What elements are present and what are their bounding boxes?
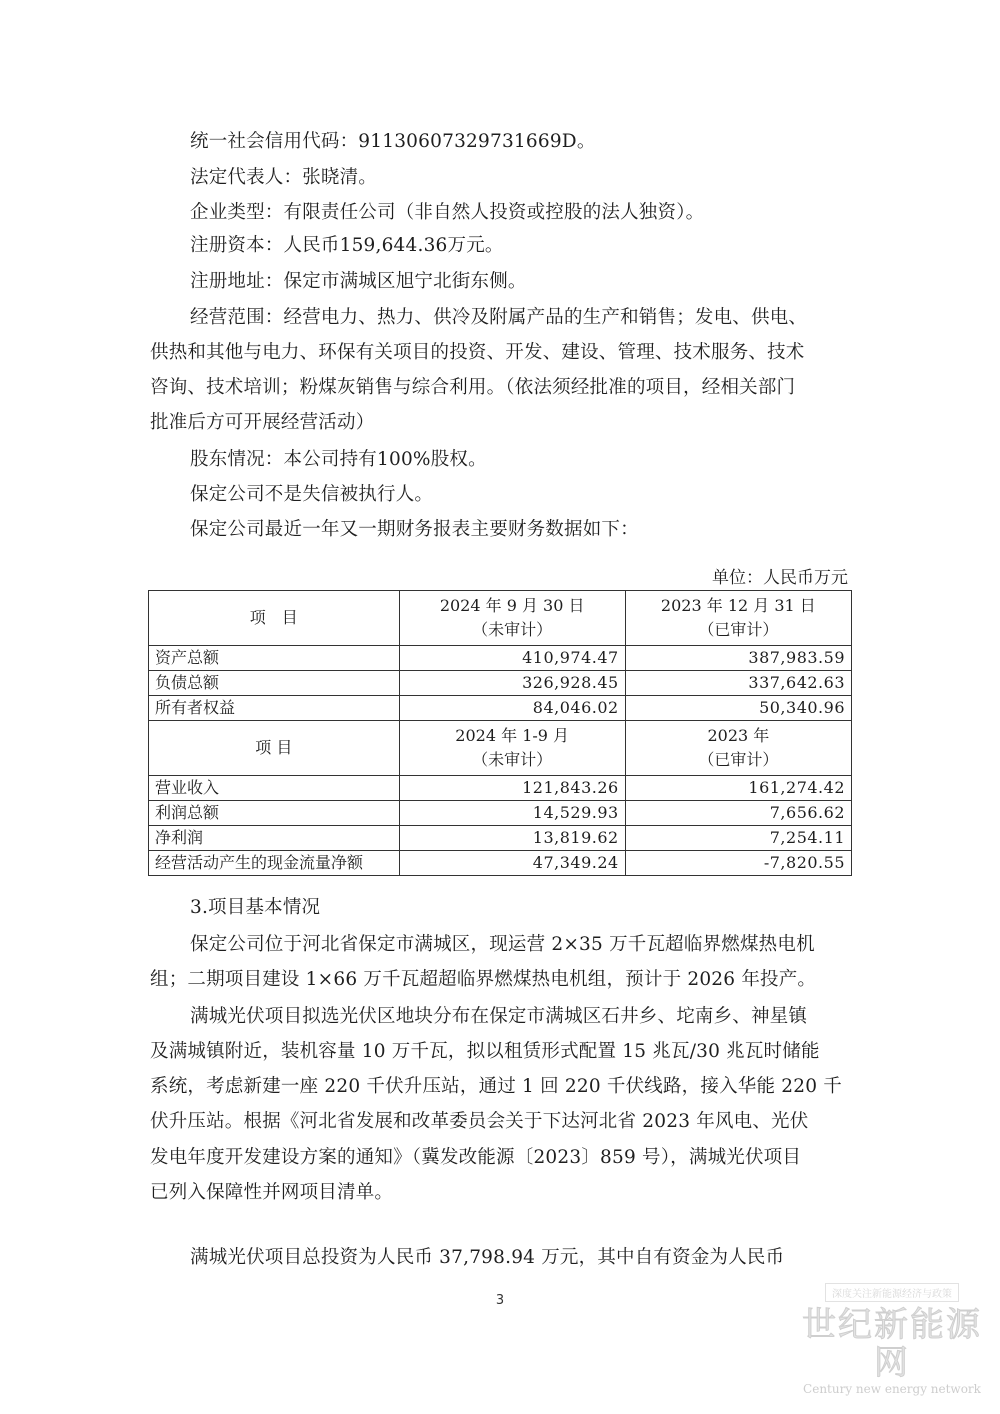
page-number: 3	[495, 1293, 505, 1308]
table-row	[149, 646, 852, 671]
watermark-english: Century new energy network	[803, 1382, 981, 1396]
watermark-tagline: 深度关注新能源经济与政策	[825, 1283, 959, 1302]
row-value: 337,642.63	[625, 671, 851, 696]
paragraph-line: 满城光伏项目拟选光伏区地块分布在保定市满城区石井乡、坨南乡、神星镇	[190, 1006, 808, 1027]
paragraph-line: 组；二期项目建设 1×66 万千瓦超超临界燃煤热电机组，预计于 2026 年投产。	[150, 969, 817, 990]
registered-address: 注册地址：保定市满城区旭宁北街东侧。	[190, 271, 527, 292]
table-row	[149, 851, 852, 876]
header-period1-audit: （未审计）	[472, 620, 553, 639]
header-period2-date: 2023 年	[707, 726, 770, 745]
paragraph-line: 满城光伏项目总投资为人民币 37,798.94 万元，其中自有资金为人民币	[190, 1247, 785, 1268]
header-period2	[625, 721, 851, 776]
business-scope-line: 供热和其他与电力、环保有关项目的投资、开发、建设、管理、技术服务、技术	[150, 342, 805, 363]
financial-table	[148, 590, 852, 876]
row-label: 营业收入	[149, 776, 400, 801]
row-value: 47,349.24	[399, 851, 625, 876]
row-value: 84,046.02	[399, 696, 625, 721]
row-value: 326,928.45	[399, 671, 625, 696]
business-scope-line: 咨询、技术培训；粉煤灰销售与综合利用。（依法须经批准的项目，经相关部门	[150, 377, 796, 398]
financial-intro: 保定公司最近一年又一期财务报表主要财务数据如下：	[190, 519, 639, 540]
paragraph-line: 系统，考虑新建一座 220 千伏升压站，通过 1 回 220 千伏线路，接入华能 220 千	[150, 1076, 842, 1097]
row-value: 410,974.47	[399, 646, 625, 671]
table-row	[149, 776, 852, 801]
watermark-logo	[792, 1282, 992, 1396]
table-header-row	[149, 591, 852, 646]
header-item	[149, 591, 400, 646]
header-item-label: 项 目	[255, 738, 293, 757]
row-value: 7,656.62	[625, 801, 851, 826]
watermark-name: 世纪新能源网	[802, 1305, 982, 1383]
paragraph-line: 已列入保障性并网项目清单。	[150, 1182, 394, 1203]
legal-representative: 法定代表人：张晓清。	[190, 167, 378, 188]
row-label: 资产总额	[149, 646, 400, 671]
company-type: 企业类型：有限责任公司（非自然人投资或控股的法人独资）。	[190, 202, 705, 223]
table-row	[149, 671, 852, 696]
paragraph-line: 及满城镇附近，装机容量 10 万千瓦，拟以租赁形式配置 15 兆瓦/30 兆瓦时储能	[150, 1041, 820, 1062]
header-period1-date: 2024 年 1-9 月	[455, 726, 570, 745]
header-item	[149, 721, 400, 776]
header-period1-date: 2024 年 9 月 30 日	[439, 596, 585, 615]
row-value: 7,254.11	[625, 826, 851, 851]
paragraph-line: 伏升压站。根据《河北省发展和改革委员会关于下达河北省 2023 年风电、光伏	[150, 1111, 809, 1132]
row-label: 经营活动产生的现金流量净额	[149, 851, 400, 876]
row-value: 14,529.93	[399, 801, 625, 826]
business-scope-line: 经营范围：经营电力、热力、供冷及附属产品的生产和销售；发电、供电、	[190, 307, 808, 328]
row-value: 387,983.59	[625, 646, 851, 671]
registered-capital: 注册资本：人民币159,644.36万元。	[190, 235, 504, 256]
row-label: 所有者权益	[149, 696, 400, 721]
header-period1	[399, 721, 625, 776]
row-label: 净利润	[149, 826, 400, 851]
shareholder-info: 股东情况：本公司持有100%股权。	[190, 449, 487, 470]
header-period1	[399, 591, 625, 646]
paragraph-line: 保定公司位于河北省保定市满城区，现运营 2×35 万千瓦超临界燃煤热电机	[190, 934, 815, 955]
row-value: -7,820.55	[625, 851, 851, 876]
header-period2-audit: （已审计）	[698, 620, 779, 639]
row-label: 负债总额	[149, 671, 400, 696]
section-title: 3.项目基本情况	[190, 897, 321, 918]
row-value: 161,274.42	[625, 776, 851, 801]
header-period2-audit: （已审计）	[698, 750, 779, 769]
table-unit: 单位：人民币万元	[712, 568, 848, 588]
header-period2	[625, 591, 851, 646]
row-value: 13,819.62	[399, 826, 625, 851]
row-value: 121,843.26	[399, 776, 625, 801]
not-dishonest-statement: 保定公司不是失信被执行人。	[190, 484, 434, 505]
business-scope-line: 批准后方可开展经营活动）	[150, 412, 375, 433]
header-period2-date: 2023 年 12 月 31 日	[660, 596, 816, 615]
table-header-row	[149, 721, 852, 776]
row-label: 利润总额	[149, 801, 400, 826]
row-value: 50,340.96	[625, 696, 851, 721]
table-row	[149, 696, 852, 721]
paragraph-line: 发电年度开发建设方案的通知》（冀发改能源〔2023〕859 号），满城光伏项目	[150, 1147, 802, 1168]
table-row	[149, 801, 852, 826]
credit-code: 统一社会信用代码：91130607329731669D。	[190, 131, 596, 152]
table-row	[149, 826, 852, 851]
header-period1-audit: （未审计）	[472, 750, 553, 769]
header-item-label: 项 目	[249, 608, 298, 627]
